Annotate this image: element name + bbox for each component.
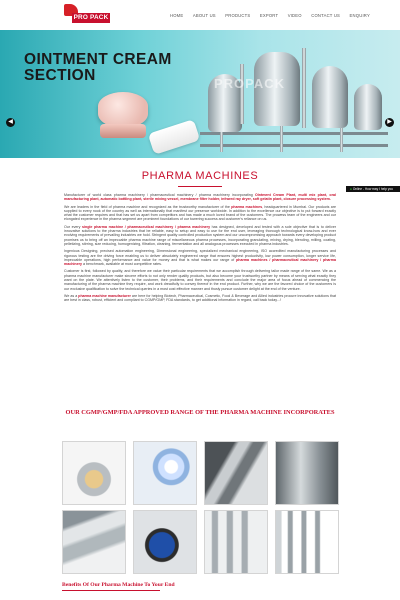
filtration-plant-image[interactable] [275,510,339,574]
intro-paragraph [64,269,336,290]
paragraph-text: Manufacturer of world class pharma machinery / pharmaceutical machinery / pharma machinery incorporating [64,193,256,197]
nav-about-us[interactable]: ABOUT US [192,13,216,18]
cream-jar-image [98,92,148,128]
paragraph-text: Our every [64,224,82,229]
product-link[interactable]: pharma machines / pharmaceutical machinery / pharma machinery [64,257,336,267]
paragraph-text: are here for helping Biotech, Pharmaceutical, Cosmetic, Food & Beverage and Allied industries procure innovative solutions that are best in class, robust, efficient and compliant to CGMP/GMP, FDA standards, to get additional information in regard, call back today...! [64,293,336,303]
nav-contact-us[interactable]: CONTACT US [311,13,341,18]
intro-paragraph [64,205,336,222]
product-gallery [62,441,338,574]
intro-content [64,193,336,306]
chat-label: Online - How may I help you [352,187,393,191]
benefits-heading: Benefits Of Our Pharma Machine To Your End [62,582,175,588]
cream-tube-image [148,119,200,155]
logo-text: PRO PACK [73,14,109,21]
main-nav [170,13,370,18]
cream-jar-image[interactable] [133,441,197,505]
reactor-tank-image[interactable] [275,441,339,505]
intro-paragraph [64,249,336,266]
hero-title-line2: SECTION [24,67,96,84]
hero-watermark: PROPACK [214,76,286,91]
title-underline [178,186,222,187]
product-link[interactable]: pharma machine manufacturer [78,293,131,298]
nav-export[interactable]: EXPORT [259,13,279,18]
nav-video[interactable]: VIDEO [287,13,302,18]
mixer-plant-image[interactable] [62,510,126,574]
chevron-left-icon[interactable]: ◀ [6,118,15,127]
chevron-right-icon[interactable]: ▶ [385,118,394,127]
pipe-fitting-image[interactable] [62,441,126,505]
chat-widget[interactable]: ● Online - How may I help you [346,186,400,192]
benefits-underline [62,590,160,591]
intro-paragraph [64,225,336,246]
ointment-plant-image [200,44,388,154]
nav-enquiry[interactable]: ENQUIRY [349,13,370,18]
column-plant-image[interactable] [204,510,268,574]
paragraph-text: We as a [64,293,79,298]
paragraph-text: Ingenious Designing, precised automation engineering, Dimensional engineering, specialized mechanical engineering, ISO accredited manufacturing processes and rigorous testing are the driving force enabling us to deliver absolutely engineered range that ensures highest productivity, low power consumption, longer service life, impeccable operations, high performance and value for money and that is what makes our range of [64,249,336,262]
hero-title-line1: OINTMENT CREAM [24,51,172,68]
jar-lid-image [100,124,146,138]
pump-unit-image[interactable] [133,510,197,574]
product-link[interactable]: Ointment Cream Plant, multi mix plant, oral manufacturing plant, automatic bottling plant, sterile mixing vessel, membrane filter holder, infrared ray dryer, soft gelatin plant, closure processing system. [64,193,337,202]
product-link[interactable]: single pharma machine / pharmaceutical machinery / pharma machinery [82,224,211,229]
nav-products[interactable]: PRODUCTS [225,13,251,18]
process-vessel-image[interactable] [204,441,268,505]
paragraph-text: We are leaders in the field of pharma machine and recognized as the trustworthy manufacturer of the [64,204,232,209]
page-title: PHARMA MACHINES [141,170,259,182]
hero-title [24,52,172,84]
site-header [0,0,400,30]
intro-paragraph [64,193,336,202]
propack-logo[interactable] [64,4,110,26]
nav-home[interactable]: HOME [170,13,184,18]
intro-paragraph [64,294,336,303]
product-link[interactable]: pharma machines [231,204,263,209]
paragraph-text: , headquartered in Mumbai. Our products are supplied to every nook of the country as well as internationally that manifest our presence worldwide. In addition to the excellence our objective is to put forward exactly what the customer requires and that has set us apart from competitors and has made a much loved brand of the customers. The prowess team of the engineers and our elongated experience in the pharma segment are prominent foundations of our towering success and customer's reliance on us. [64,204,336,222]
paragraph-text: has designed, developed and tested with a sole objective that is to deliver innovative solutions to the pharma industries that be reliable, easy to setup and easy to use for the end user, leveraging thorough technological know-how and ever evolving requirements of prevailing industries we hold. Stringent quality controlled production system and our uncompromising approach towards every developing product promises us to bring off an impeccable pharma machine range of miscellaneous pharma processes, incorporating granulating, mixing, drying, blending, milling, coating, pelletizing, stirring, size reducing, homogenizing, filtration, cleaning, fermentation and all analogous processes executed in pharma industries. [64,224,337,246]
hero-slider[interactable] [0,30,400,158]
paragraph-text: Customer is first, followed by quality, and therefore we value their particular requirements that we accomplish through delivering tailor made range of the same. We as a pharma machine manufacturer make sincere efforts to not only render quality products, but also become your trustworthy partner by means of serving what exactly they want on the plate. We attentively listen to the customer, their problems, and their requirements and conclude the major area of focus ahead of commencing the manufacturing of the pharma machine they require, and work dreadfully to convey thereof in the end product. Further, why we are the favored choice of the customers is our exclusive qualification to solve the technical queries in a most cost effective manner and thusly pursue customer delight at the end of the venture. [64,269,336,291]
approved-range-heading: OUR CGMP/GMP/FDA APPROVED RANGE OF THE PHARMA MACHINE INCORPORATES [65,409,335,416]
paragraph-text: a benchmark, available at most competitive rates. [81,262,162,267]
